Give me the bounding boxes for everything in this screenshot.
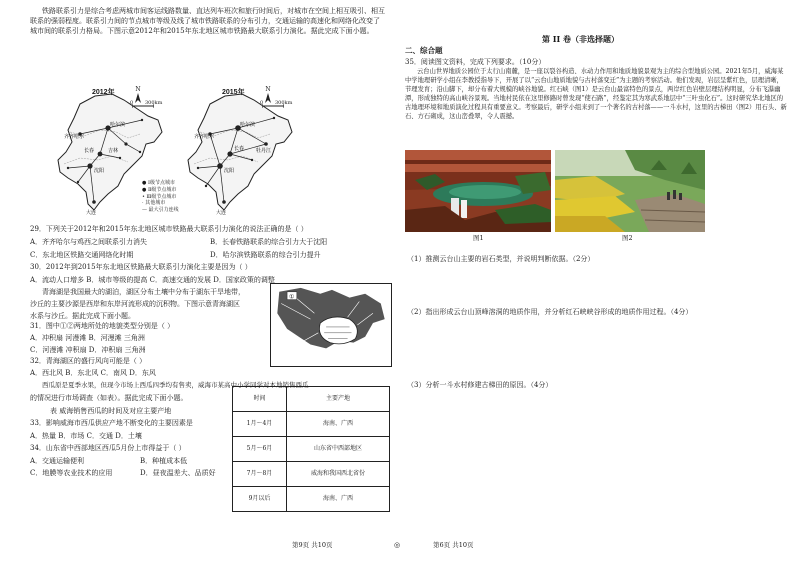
legend-dot-small-icon: •: [142, 193, 145, 200]
q30-options: A．流动人口增多 B．城市等级的提高 C．高速交通的发展 D．国家政策的调整: [30, 276, 275, 284]
lake-intro-line-2: 沙丘的主要沙源是西岸和东岸河流形成的沉积物。下图示意青海湖区: [30, 300, 240, 308]
qinghai-lake-map: [270, 283, 392, 367]
scale-zero-2012: 0: [130, 100, 134, 106]
table-cell: 9月以后: [233, 487, 287, 512]
section-title: 二、综合题: [405, 46, 443, 55]
right-footer: 第6页 共10页: [433, 541, 474, 549]
city-shenyang-2015: 沈阳: [224, 168, 235, 174]
part-two-title: 第 II 卷（非选择题）: [542, 34, 620, 44]
legend-dot-large-icon: ●: [142, 180, 147, 186]
city-changchun-2012: 长春: [84, 148, 95, 154]
legend-dot-tiny-icon: ·: [142, 200, 144, 207]
north-label-2012: N: [135, 86, 141, 93]
q29-option-d: D．哈尔滨铁路联系的综合引力提升: [210, 251, 321, 259]
table-cell: 海南、广西: [287, 487, 390, 512]
figure-2-photo: [555, 150, 705, 232]
figure-1-caption: 图1: [473, 234, 484, 242]
page-center-mark-icon: ◎: [394, 541, 401, 549]
q30-stem: 30．2012年到2015年东北地区铁路最大联系引力演化主要是因为（ ）: [30, 263, 252, 271]
scale-label-2015: 300km: [275, 100, 293, 106]
city-dalian-2015: 大连: [216, 210, 227, 216]
melon-intro-line-2: 的情况进行市场调查（如表）。据此完成下面小题。: [30, 394, 188, 402]
legend-line-icon: —: [142, 207, 147, 213]
table-title: 表 威海销售西瓜的时间及对应主要产地: [50, 407, 172, 415]
q32-options: A．西北风 B．东北风 C．南风 D．东风: [30, 369, 156, 377]
table-cell: 1月～4月: [233, 412, 287, 437]
city-changchun-2015: 长春: [234, 146, 245, 152]
table-header-row: [233, 387, 390, 412]
scale-zero-2015: 0: [260, 100, 264, 106]
table-cell: 5月～6月: [233, 437, 287, 462]
city-shenyang-2012: 沈阳: [94, 168, 105, 174]
table-cell: 7月～8月: [233, 462, 287, 487]
q35-sub-2: （2）指出形成云台山顶峰溶洞的地质作用，并分析红石峡峡谷形成的地质作用过程。（4分）: [407, 308, 693, 316]
table-row: [233, 437, 390, 462]
railway-intro: 铁路联系引力是综合考虑两城市间客运线路数量、直达列车班次和旅行时间后，对城市在空间上相互吸引、相互联系的强弱程度。联系引力间的节点城市等级及线了城市铁路联系的分布引力，交通运输的高速化和网络化改变了城市间的联系引力格局。下图示意2012年和2015年东北地区城市铁路最大联系引力演化。据此完成下面小题。: [30, 7, 385, 36]
q31-option-ab: A．冲积扇 河漫滩 B．河漫滩 三角洲: [30, 334, 145, 342]
city-qiqihar-2012: 齐齐哈尔: [64, 134, 85, 140]
melon-intro-line-1: 西瓜原是夏季水果，但现今市场上西瓜四季均有售卖，威海市某高中小学同学对本地销售西瓜: [42, 381, 309, 389]
q33-options: A．热量 B．市场 C．交通 D．土壤: [30, 432, 142, 440]
figure-1-photo: [405, 150, 551, 232]
city-mudanjiang-2015: 牡丹江: [256, 148, 272, 154]
q35-material: 云台山世界地质公园位于太行山南麓，是一座以裂谷构造、水动力作用和地质地貌景观为主的综合型地质公园。2021年5月，威海某中学地理研学小组在李教授指导下，开展了以“云台山地质地貌与古村落变迁”为主题的考察活动。他们发现，岩层呈紫红色，层理清晰，节理发育；沿山脚下，却分布着大规模的峡谷地貌。红石峡（图1）是云台山最富特色的景点，两岸红色岩壁层理结构明显，分布飞瀑幽潭，形成独特的高山峡谷景观。当地村民依在这里修路时曾发现“使石路”，经鉴定其为寒武系地层中“三叶虫化石”。这时研究华北地区的古地理环境和地质演化过程具有重要意义。考察最后，研学小组来到了一个著名的古村落——一斗水村，这里的古梯田（图2）用石头、新石、方石砌成，这山峦叠翠，令人震撼。: [405, 68, 787, 120]
legend-item-5: — 最大引力连线: [142, 207, 179, 213]
q34-option-c: C．地膜等农业技术的应用: [30, 469, 113, 477]
north-arrow-icon: [134, 93, 142, 103]
table-cell: 海南、广西: [287, 412, 390, 437]
map-legend: [142, 180, 179, 214]
table-row: [233, 462, 390, 487]
q31-stem: 31．图中①②两地所处的地貌类型分别是（ ）: [30, 322, 175, 330]
lake-intro-line-3: 水系与沙丘。据此完成下面小题。: [30, 312, 135, 320]
map-2015-year: 2015年: [222, 89, 245, 96]
city-jilin-2012: 吉林: [108, 148, 119, 154]
legend-item-4: · 其他城市: [142, 200, 166, 207]
q29-option-b: B．长春铁路联系的综合引力大于沈阳: [210, 238, 328, 246]
q31-option-cd: C．河漫滩 冲积扇 D．冲积扇 三角洲: [30, 346, 146, 354]
q34-stem: 34．山东省中西部地区西瓜5月份上市得益于（ ）: [30, 444, 186, 452]
right-page: [397, 0, 794, 561]
city-harbin-2012: 哈尔滨: [110, 122, 126, 128]
north-label-2015: N: [265, 86, 271, 93]
map-2012-year: 2012年: [92, 89, 115, 96]
q29-stem: 29．下列关于2012年和2015年东北地区城市铁路最大联系引力演化的说法正确的是（ ）: [30, 225, 308, 233]
melon-table: [232, 386, 390, 512]
svg-text:①: ①: [289, 294, 295, 301]
table-cell: 山东省中西部地区: [287, 437, 390, 462]
legend-item-1: ● Ⅰ级节点城市: [142, 180, 175, 186]
scale-label-2012: 300km: [145, 100, 163, 106]
left-footer: 第9页 共10页: [292, 541, 333, 549]
lake-intro-line-1: 青海湖是我国最大的湖泊，湖区分布土壤中分布于湖东干旱地带，: [42, 288, 245, 296]
q34-option-b: B．种植成本低: [140, 457, 188, 465]
table-header-time: 时间: [233, 387, 287, 412]
q35-stem: 35．阅读图文资料，完成下列要求。（10分）: [405, 58, 546, 66]
table-header-origin: 主要产地: [287, 387, 390, 412]
q35-sub-1: （1）推测云台山主要的岩石类型，并说明判断依据。（2分）: [407, 255, 595, 263]
svg-text:②: ②: [369, 332, 375, 339]
legend-item-2: ● Ⅱ级节点城市: [142, 186, 177, 193]
figure-2-caption: 图2: [622, 234, 633, 242]
q34-option-a: A．交通运输便利: [30, 457, 85, 465]
legend-dot-medium-icon: ●: [142, 186, 147, 193]
q34-option-d: D．昼夜温差大、品质好: [140, 469, 216, 477]
legend-item-3: • Ⅲ级节点城市: [142, 193, 177, 200]
city-qiqihar-2015: 齐齐哈尔: [194, 134, 215, 140]
q32-stem: 32．青海湖区的盛行风向可能是（ ）: [30, 357, 147, 365]
table-cell: 威海和我国西北省份: [287, 462, 390, 487]
q35-sub-3: （3）分析一斗水村修建古梯田的原因。（4分）: [407, 381, 553, 389]
q33-stem: 33．影响威海市西瓜供应产地不断变化的主要因素是: [30, 419, 193, 427]
q29-option-a: A．齐齐哈尔与鸡西之间联系引力消失: [30, 238, 148, 246]
table-row: [233, 487, 390, 512]
table-row: [233, 412, 390, 437]
north-arrow-icon: [264, 93, 272, 103]
q29-option-c: C．东北地区铁路交通网络化时期: [30, 251, 134, 259]
city-harbin-2015: 哈尔滨: [240, 122, 256, 128]
city-dalian-2012: 大连: [86, 210, 97, 216]
